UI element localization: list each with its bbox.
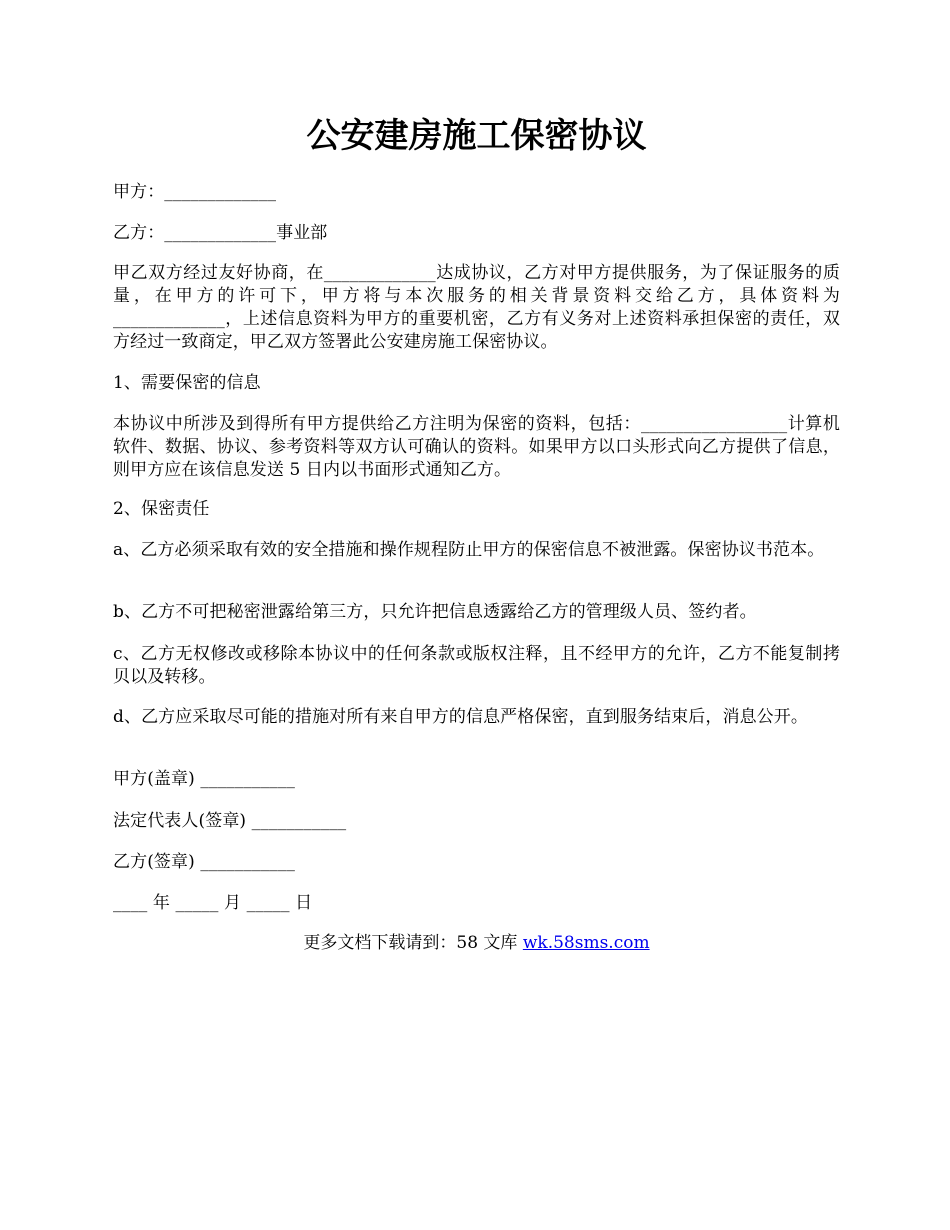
clause-b: b、乙方不可把秘密泄露给第三方，只允许把信息透露给乙方的管理级人员、签约者。 [113,602,757,622]
clause-d: d、乙方应采取尽可能的措施对所有来自甲方的信息严格保密，直到服务结束后，消息公开。 [113,707,808,727]
party-b-line: 乙方：_____________事业部 [113,223,328,243]
signature-party-b: 乙方(签章) ___________ [113,852,295,872]
document-title: 公安建房施工保密协议 [306,116,647,156]
section-2-heading: 2、保密责任 [113,499,210,519]
section-1-heading: 1、需要保密的信息 [113,373,261,393]
footer-text: 更多文档下载请到：58 文库 [303,933,523,953]
intro-paragraph: 甲乙双方经过友好协商，在_____________达成协议，乙方对甲方提供服务，为了保证服务的质量，在甲方的许可下，甲方将与本次服务的相关背景资料交给乙方，具体资料为_____________，上述信息资料为甲方的重要机密，乙方有义务对上述资料承担保密的责任，双方经过一致商定，甲乙双方签署此公安建房施工保密协议。 [113,263,840,352]
party-a-line: 甲方：_____________ [113,182,277,202]
clause-a: a、乙方必须采取有效的安全措施和操作规程防止甲方的保密信息不被泄露。保密协议书范本。 [113,540,825,560]
signature-party-a: 甲方(盖章) ___________ [113,769,295,789]
date-line: ____ 年 _____ 月 _____ 日 [113,893,313,913]
clause-c: c、乙方无权修改或移除本协议中的任何条款或版权注释，且不经甲方的允许，乙方不能复制拷贝以及转移。 [113,644,840,687]
section-1-body: 本协议中所涉及到得所有甲方提供给乙方注明为保密的资料，包括：_________________计算机软件、数据、协议、参考资料等双方认可确认的资料。如果甲方以口头形式向乙方提供了信息，则甲方应在该信息发送 5 日内以书面形式通知乙方。 [113,414,840,480]
footer [113,932,840,955]
footer-link[interactable]: wk.58sms.com [522,933,650,953]
signature-legal-rep: 法定代表人(签章) ___________ [113,811,347,831]
